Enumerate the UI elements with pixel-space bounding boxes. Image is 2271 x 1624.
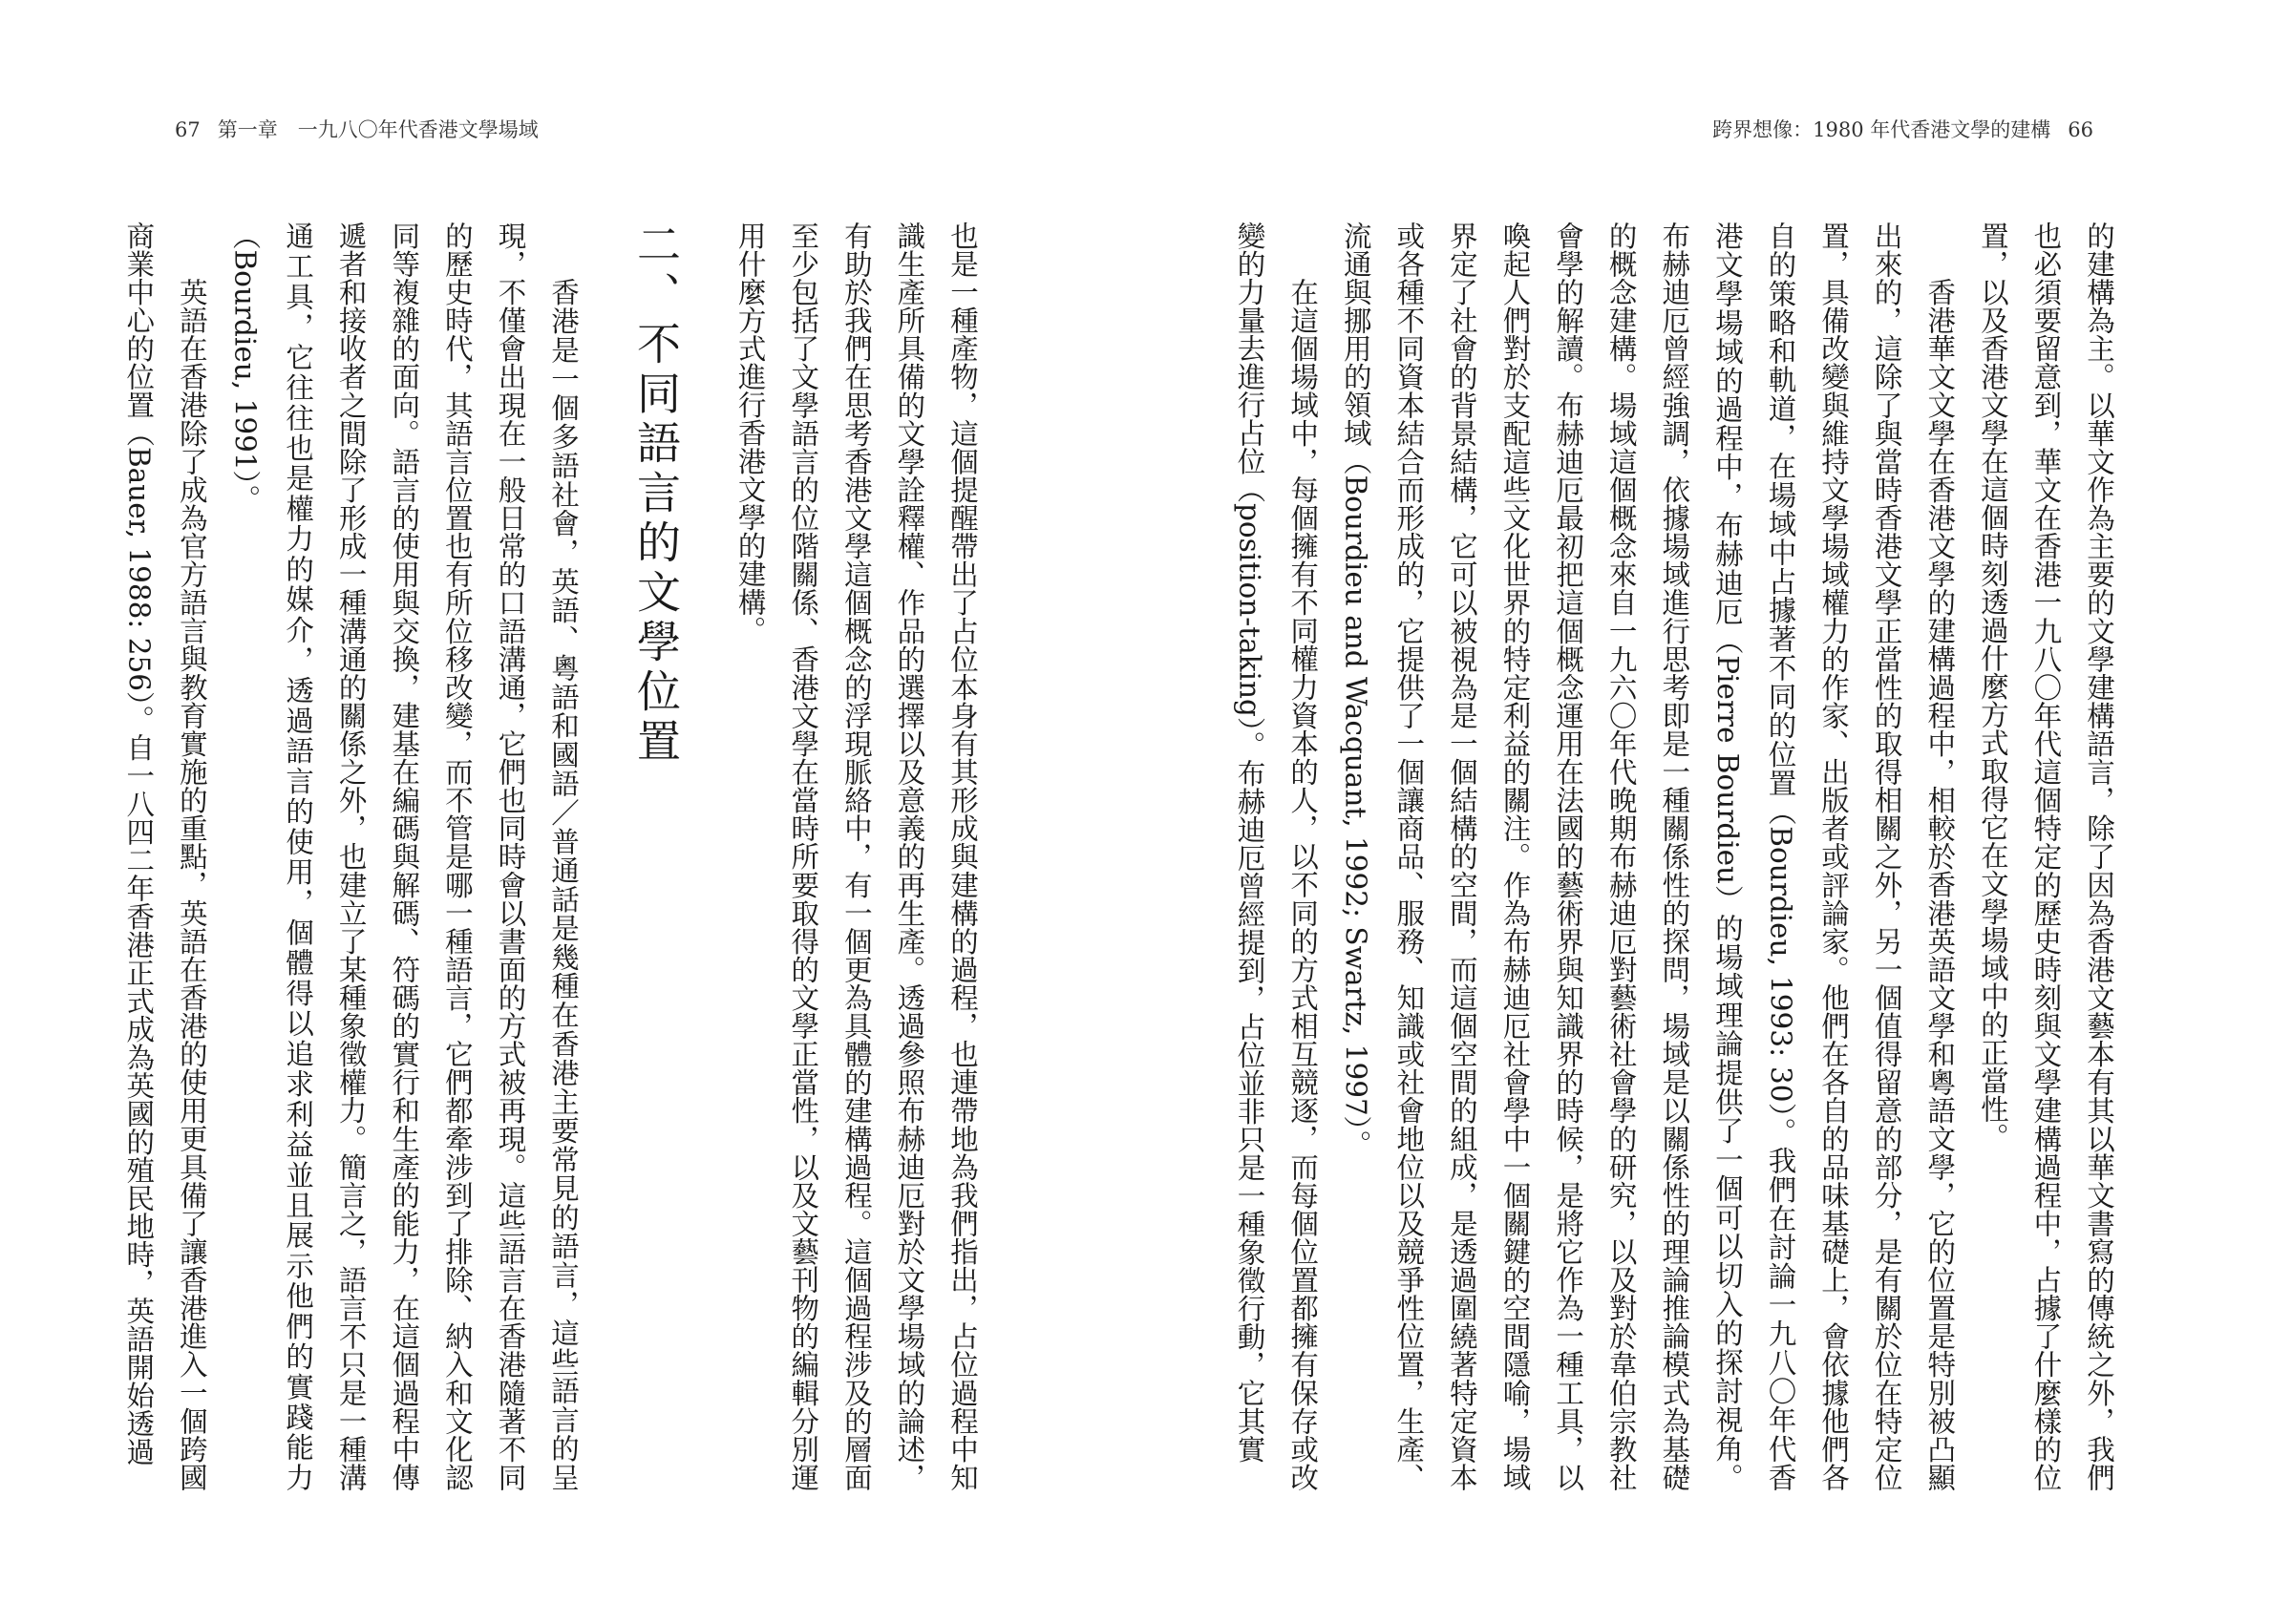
page-number-right: 66 xyxy=(2068,118,2093,141)
chapter-title: 第一章 一九八〇年代香港文學場域 xyxy=(217,118,539,141)
paragraph: 在這個場域中，每個擁有不同權力資本的人，以不同的方式相互競逐，而每個位置都擁有保存或改變的力量去進行占位（position-taking）。布赫迪厄曾經提到，占位並非只是一種象徵行動，它其實 xyxy=(1233,221,1320,1491)
running-header-right xyxy=(1712,111,2111,149)
paragraph: 的建構為主。以華文作為主要的文學建構語言，除了因為香港文藝本有其以華文書寫的傳統之外，我們也必須要留意到，華文在香港一九八〇年代這個特定的歷史時刻與文學建構過程中，占據了什麼樣的位置，以及香港文學在這個時刻透過什麼方式取得它在文學場域中的正當性。 xyxy=(1976,221,2115,1491)
paragraph: 英語在香港除了成為官方語言與教育實施的重點，英語在香港的使用更具備了讓香港進入一個跨國商業中心的位置（Bauer, 1988: 256）。自一八四二年香港正式成為英國的殖民地時，英語開始透過 xyxy=(122,221,208,1491)
book-title: 跨界想像：1980 年代香港文學的建構 xyxy=(1712,118,2051,141)
paragraph: 香港是一個多語社會，英語、粵語和國語／普通話是幾種在香港主要常見的語言，這些語言的呈現，不僅會出現在一般日常的口語溝通，它們也同時會以書面的方式被再現。這些語言在香港隨著不同的歷史時代，其語言位置也有所位移改變，而不管是哪一種語言，它們都牽涉到了排除、納入和文化認同等複雜的面向。語言的使用與交換，建基在編碼與解碼、符碼的實行和生產的能力，在這個過程中傳遞者和接收者之間除了形成一種溝通的關係之外，也建立了某種象徵權力。簡言之，語言不只是一種溝通工具，它往往也是權力的媒介，透過語言的使用，個體得以追求利益並且展示他們的實踐能力（Bourdieu, 1991）。 xyxy=(228,221,581,1491)
paragraph: 也是一種產物，這個提醒帶出了占位本身有其形成與建構的過程，也連帶地為我們指出，占位過程中知識生產所具備的文學詮釋權、作品的選擇以及意義的再生產。透過參照布赫迪厄對於文學場域的論述，有助於我們在思考香港文學這個概念的浮現脈絡中，有一個更為具體的建構過程。這個過程涉及的層面至少包括了文學語言的位階關係、香港文學在當時所要取得的文學正當性，以及文藝刊物的編輯分別運用什麼方式進行香港文學的建構。 xyxy=(733,221,979,1491)
page-left-body xyxy=(122,221,988,1491)
section-heading: 二、不同語言的文學位置 xyxy=(630,221,683,768)
page-right-body xyxy=(1233,221,2125,1491)
paragraph: 香港華文文學在香港文學的建構過程中，相較於香港英語文學和粵語文學，它的位置是特別被凸顯出來的，這除了與當時香港文學正當性的取得相關之外，另一個值得留意的部分，是有關於位在特定位置，具備改變與維持文學場域權力的作家、出版者或評論家。他們在各自的品味基礎上，會依據他們各自的策略和軌道，在場域中占據著不同的位置（Bourdieu, 1993: 30）。我們在討論一九八〇年代香港文學場域的過程中，布赫迪厄（Pierre Bourdieu）的場域理論提供了一個可以切入的探討視角。布赫迪厄曾經強調，依據場域進行思考即是一種關係性的探問，場域是以關係性的理論推論模式為基礎的概念建構。場域這個概念來自一九六〇年代晚期布赫迪厄對藝術社會學的研究，以及對於韋伯宗教社會學的解讀。布赫迪厄最初把這個概念運用在法國的藝術界與知識界的時候，是將它作為一種工具，以喚起人們對於支配這些文化世界的特定利益的關注。作為布赫迪厄社會學中一個關鍵的空間隱喻，場域界定了社會的背景結構，它可以被視為是一個結構的空間，而這個空間的組成，是透過圍繞著特定資本或各種不同資本結合而形成的，它提供了一個讓商品、服務、知識或社會地位以及競爭性位置，生產、流通與挪用的領域（Bourdieu and Wacquant, 1992; Swartz, 1997）。 xyxy=(1339,221,1957,1491)
page-number-left: 67 xyxy=(175,118,201,141)
running-header-left xyxy=(158,111,539,149)
